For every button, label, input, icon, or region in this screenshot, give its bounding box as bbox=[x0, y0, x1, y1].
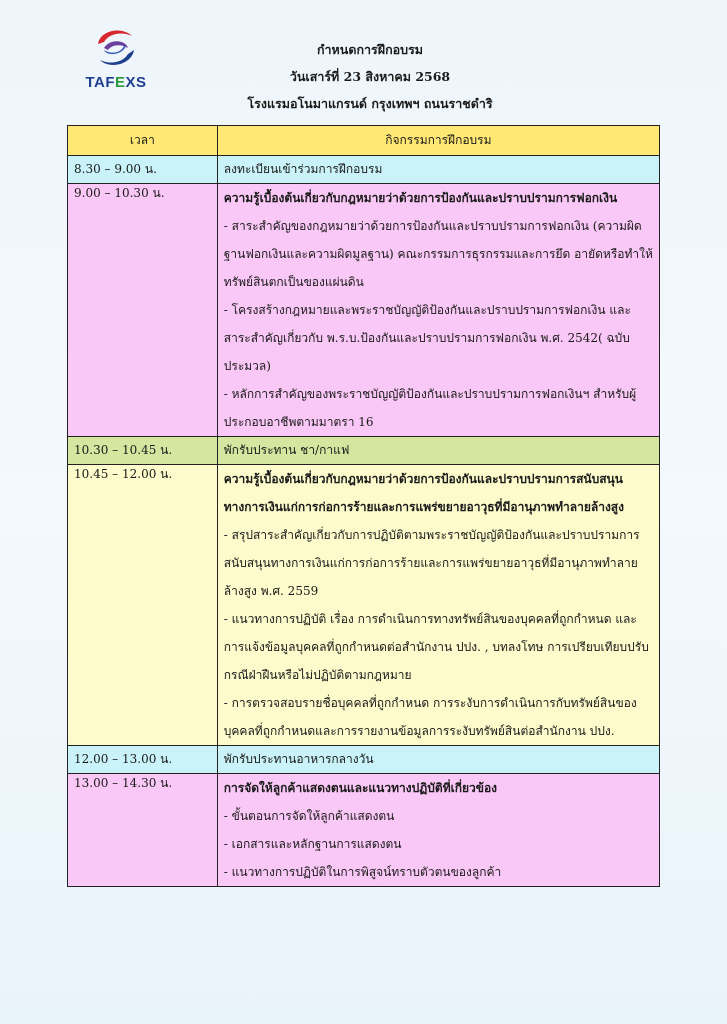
activity-item: - สรุปสาระสำคัญเกี่ยวกับการปฏิบัติตามพระราชบัญญัติป้องกันและปราบปรามการสนับสนุนทางการเงินแก่การก่อการร้ายและการแพร่ขยายอาวุธที่มีอานุภาพทำลายล้างสูง พ.ศ. 2559 bbox=[223, 528, 640, 598]
header-title: กำหนดการฝึกอบรม bbox=[316, 42, 424, 57]
row-activity: ลงทะเบียนเข้าร่วมการฝึกอบรม bbox=[217, 156, 659, 184]
row-activity bbox=[217, 774, 659, 887]
row-time: 10.45 – 12.00 น. bbox=[68, 465, 218, 746]
logo-wordmark: TAFEXS bbox=[85, 74, 147, 91]
document-header bbox=[200, 36, 540, 117]
activity-item: - เอกสารและหลักฐานการแสดงตน bbox=[223, 837, 402, 851]
column-header-time: เวลา bbox=[68, 126, 218, 156]
activity-title: การจัดให้ลูกค้าแสดงตนและแนวทางปฏิบัติที่เกี่ยวข้อง bbox=[223, 781, 498, 795]
row-time: 10.30 – 10.45 น. bbox=[68, 437, 218, 465]
schedule-table bbox=[67, 125, 660, 887]
row-activity: พักรับประทานอาหารกลางวัน bbox=[217, 746, 659, 774]
activity-item: - แนวทางการปฏิบัติในการพิสูจน์ทราบตัวตนของลูกค้า bbox=[223, 865, 502, 879]
table-header-row bbox=[68, 126, 660, 156]
row-time: 12.00 – 13.00 น. bbox=[68, 746, 218, 774]
activity-item: - ขั้นตอนการจัดให้ลูกค้าแสดงตน bbox=[223, 809, 395, 823]
table-row-coffee-break bbox=[68, 437, 660, 465]
activity-item: - แนวทางการปฏิบัติ เรื่อง การดำเนินการทางทรัพย์สินของบุคคลที่ถูกกำหนด และการแจ้งข้อมูลบุคคลที่ถูกกำหนดต่อสำนักงาน ปปง. , บทลงโทษ การเปรียบเทียบปรับกรณีฝ่าฝืนหรือไม่ปฏิบัติตามกฎหมาย bbox=[223, 612, 649, 682]
column-header-activity: กิจกรรมการฝึกอบรม bbox=[217, 126, 659, 156]
activity-title: ความรู้เบื้องต้นเกี่ยวกับกฎหมายว่าด้วยการป้องกันและปราบปรามการฟอกเงิน bbox=[223, 191, 618, 205]
tafexs-logo-icon bbox=[92, 24, 140, 72]
company-logo bbox=[74, 22, 158, 94]
row-time: 9.00 – 10.30 น. bbox=[68, 184, 218, 437]
row-activity bbox=[217, 184, 659, 437]
table-row-cdd bbox=[68, 774, 660, 887]
activity-item: - โครงสร้างกฎหมายและพระราชบัญญัติป้องกันและปราบปรามการฟอกเงิน และสาระสำคัญเกี่ยวกับ พ.ร.บ.ป้องกันและปราบปรามการฟอกเงิน พ.ศ. 2542( ฉบับประมวล) bbox=[223, 303, 631, 373]
table-row-aml-law bbox=[68, 184, 660, 437]
table-row-lunch bbox=[68, 746, 660, 774]
table-row-ctf-law bbox=[68, 465, 660, 746]
activity-item: - การตรวจสอบรายชื่อบุคคลที่ถูกกำหนด การระงับการดำเนินการกับทรัพย์สินของบุคคลที่ถูกกำหนดและการรายงานข้อมูลการระงับทรัพย์สินต่อสำนักงาน ปปง. bbox=[223, 696, 637, 738]
row-activity bbox=[217, 465, 659, 746]
table-row-registration bbox=[68, 156, 660, 184]
row-time: 13.00 – 14.30 น. bbox=[68, 774, 218, 887]
activity-item: - สาระสำคัญของกฎหมายว่าด้วยการป้องกันและปราบปรามการฟอกเงิน (ความผิดฐานฟอกเงินและความผิดมูลฐาน) คณะกรรมการธุรกรรมและการยึด อายัดหรือทำให้ทรัพย์สินตกเป็นของแผ่นดิน bbox=[223, 219, 653, 289]
row-activity: พักรับประทาน ชา/กาแฟ bbox=[217, 437, 659, 465]
header-date: วันเสาร์ที่ 23 สิงหาคม 2568 bbox=[289, 69, 451, 84]
header-venue: โรงแรมอโนมาแกรนด์ กรุงเทพฯ ถนนราชดำริ bbox=[247, 96, 493, 111]
activity-title: ความรู้เบื้องต้นเกี่ยวกับกฎหมายว่าด้วยการป้องกันและปราบปรามการสนับสนุนทางการเงินแก่การก่อการร้ายและการแพร่ขยายอาวุธที่มีอานุภาพทำลายล้างสูง bbox=[223, 472, 624, 514]
row-time: 8.30 – 9.00 น. bbox=[68, 156, 218, 184]
activity-item: - หลักการสำคัญของพระราชบัญญัติป้องกันและปราบปรามการฟอกเงินฯ สำหรับผู้ประกอบอาชีพตามมาตรา 16 bbox=[223, 387, 637, 429]
